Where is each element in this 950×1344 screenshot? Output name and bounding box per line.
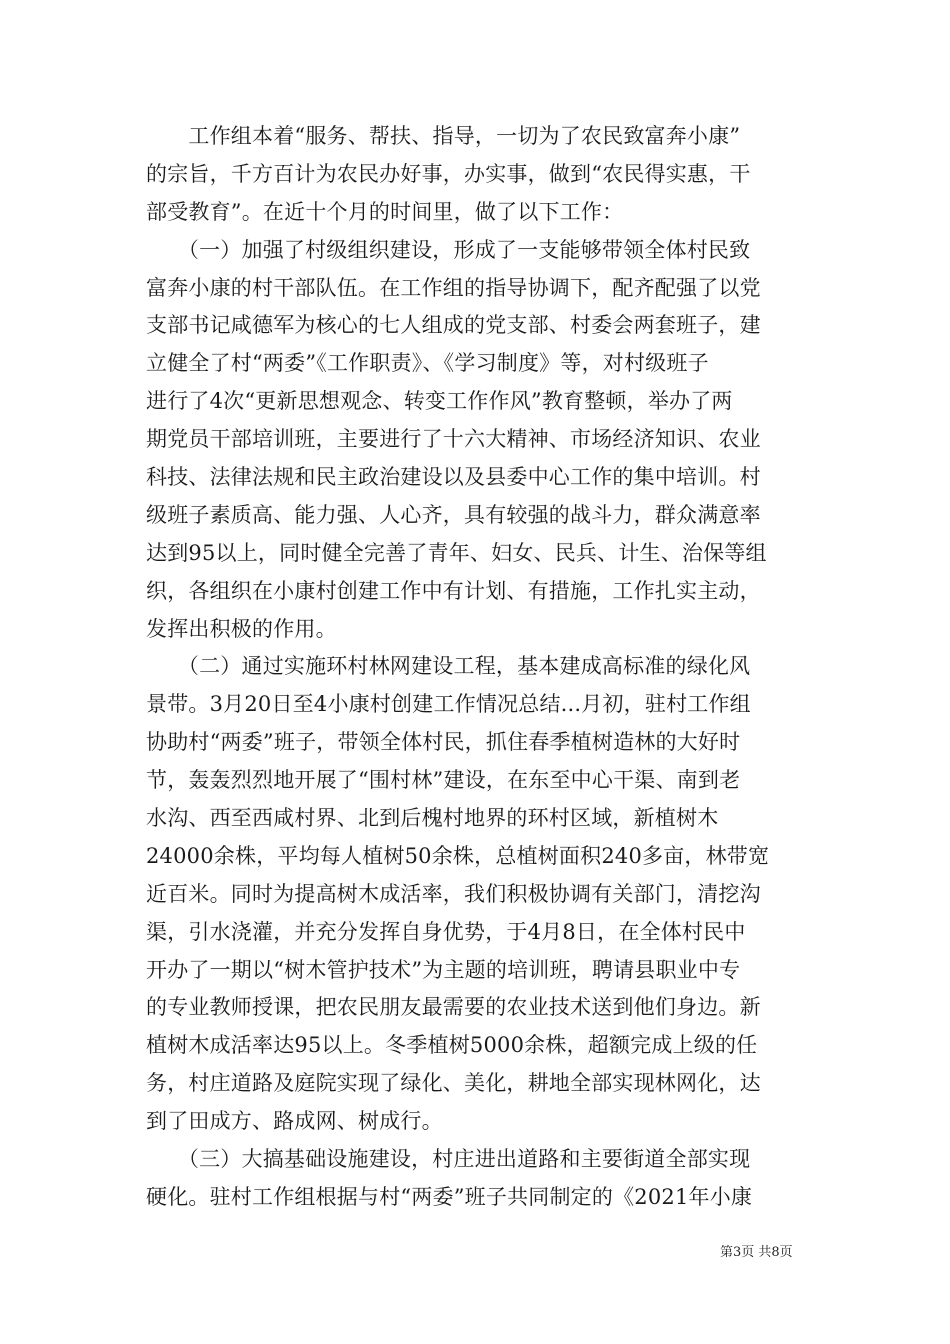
text-line: 近百米。同时为提高树木成活率，我们积极协调有关部门，清挖沟 — [146, 881, 761, 906]
text-line: 富奔小康的村干部队伍。在工作组的指导协调下，配齐配强了以党 — [146, 275, 761, 300]
text-line: 立健全了村“两委”《工作职责》、《学习制度》等，对村级班子 — [146, 351, 709, 376]
text-line: 景带。3月20日至4小康村创建工作情况总结...月初，驻村工作组 — [146, 692, 751, 717]
page-number: 第3页 共8页 — [720, 1245, 793, 1260]
text-line: 科技、法律法规和民主政治建设以及县委中心工作的集中培训。村 — [146, 465, 761, 490]
paragraph — [146, 1141, 806, 1217]
text-line: 织，各组织在小康村创建工作中有计划、有措施，工作扎实主动， — [146, 578, 761, 603]
text-line: 协助村“两委”班子，带领全体村民，抓住春季植树造林的大好时 — [146, 730, 741, 755]
text-line: 期党员干部培训班，主要进行了十六大精神、市场经济知识、农业 — [146, 427, 761, 452]
text-line: 部受教育”。在近十个月的时间里，做了以下工作： — [146, 199, 624, 224]
text-line: 工作组本着“服务、帮扶、指导，一切为了农民致富奔小康” — [146, 124, 741, 148]
text-line: 的专业教师授课，把农民朋友最需要的农业技术送到他们身边。新 — [146, 995, 761, 1020]
text-line: 的宗旨，千方百计为农民办好事，办实事，做到“农民得实惠，干 — [146, 161, 751, 186]
document-body — [146, 118, 806, 1217]
text-line: （一）加强了村级组织建设，形成了一支能够带领全体村民致 — [146, 237, 751, 262]
text-line: 水沟、西至西咸村界、北到后槐村地界的环村区域，新植树木 — [146, 806, 719, 831]
paragraph — [146, 118, 806, 232]
text-line: 务，村庄道路及庭院实现了绿化、美化，耕地全部实现林网化，达 — [146, 1071, 761, 1096]
paragraph — [146, 648, 806, 1141]
text-line: 开办了一期以“树木管护技术”为主题的培训班，聘请县职业中专 — [146, 957, 741, 982]
text-line: 支部书记咸德军为核心的七人组成的党支部、村委会两套班子，建 — [146, 313, 761, 338]
text-line: 渠，引水浇灌，并充分发挥自身优势，于4月8日，在全体村民中 — [146, 919, 746, 944]
text-line: 24000余株，平均每人植树50余株，总植树面积240多亩，林带宽 — [146, 843, 770, 868]
text-line: （二）通过实施环村林网建设工程，基本建成高标准的绿化风 — [146, 654, 751, 679]
text-line: 硬化。驻村工作组根据与村“两委”班子共同制定的《2021年小康 — [146, 1184, 753, 1209]
paragraph — [146, 232, 806, 649]
text-line: 植树木成活率达95以上。冬季植树5000余株，超额完成上级的任 — [146, 1033, 758, 1058]
text-line: 发挥出积极的作用。 — [146, 616, 337, 641]
text-line: 进行了4次“更新思想观念、转变工作作风”教育整顿，举办了两 — [146, 389, 733, 414]
text-line: 级班子素质高、能力强、人心齐，具有较强的战斗力，群众满意率 — [146, 502, 761, 527]
text-line: （三）大搞基础设施建设，村庄进出道路和主要街道全部实现 — [146, 1147, 751, 1172]
text-line: 达到95以上，同时健全完善了青年、妇女、民兵、计生、治保等组 — [146, 540, 767, 565]
text-line: 到了田成方、路成网、树成行。 — [146, 1109, 443, 1134]
text-line: 节，轰轰烈烈地开展了“围村林”建设，在东至中心干渠、南到老 — [146, 768, 741, 793]
